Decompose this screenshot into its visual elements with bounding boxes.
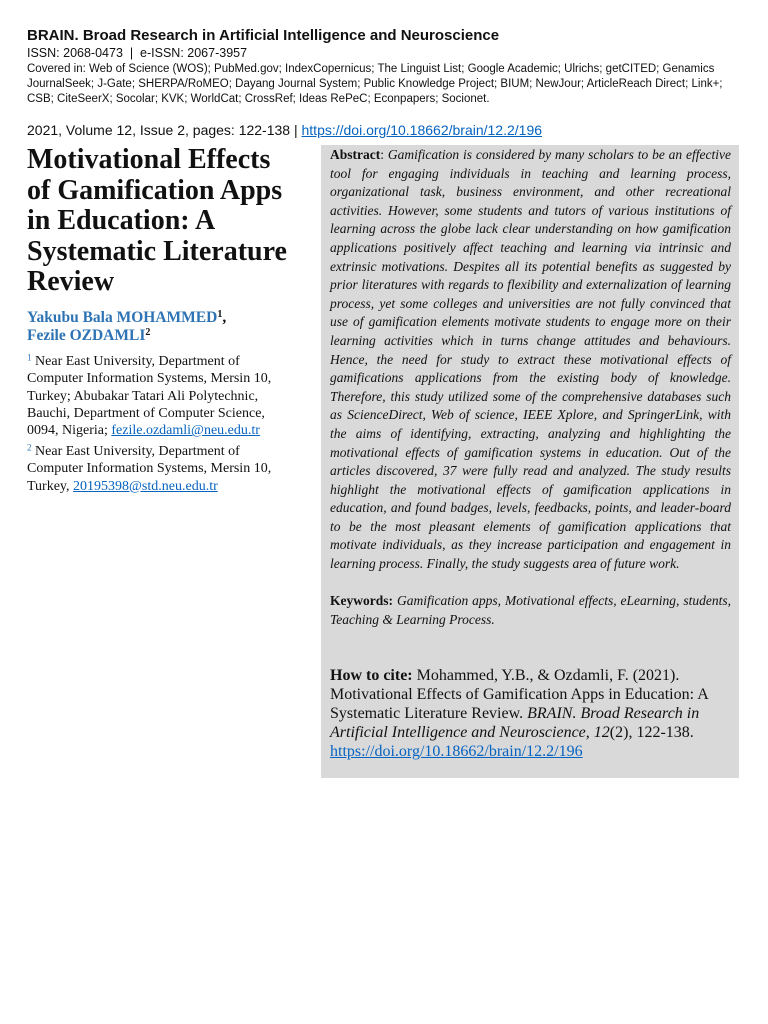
abstract-label: Abstract: [330, 147, 381, 162]
abstract: [330, 146, 731, 574]
email-link[interactable]: fezile.ozdamli@neu.edu.tr: [111, 423, 260, 439]
affiliation-ref: 2: [27, 442, 32, 453]
keywords: [330, 592, 731, 629]
affiliation-ref: 1: [27, 352, 32, 363]
author-list: [27, 309, 302, 345]
citation-reference: Mohammed, Y.B., & Ozdamli, F. (2021). Motivational Effects of Gamification Apps in Education: A Systematic Literature Review.: [330, 667, 708, 723]
journal-issn: ISSN: 2068-0473 | e-ISSN: 2067-3957: [27, 46, 248, 60]
doi-link[interactable]: https://doi.org/10.18662/brain/12.2/196: [301, 122, 543, 138]
affiliation-list: [27, 353, 295, 498]
abstract-separator: :: [380, 147, 385, 162]
author-entry: [27, 309, 302, 327]
citation-doi-link[interactable]: https://doi.org/10.18662/brain/12.2/196: [330, 743, 583, 761]
affiliation: [27, 353, 295, 439]
how-to-cite: [330, 666, 731, 761]
author-name: Yakubu Bala MOHAMMED: [27, 309, 218, 326]
affiliation-text: Near East University, Department of Computer Information Systems, Mersin 10, Turkey; Abubakar Tatari Ali Polytechnic, Bauchi, Department of Computer Science, 0094, Nigeria;: [27, 354, 272, 439]
email-link[interactable]: 20195398@std.neu.edu.tr: [73, 478, 218, 494]
volume-line: [27, 121, 542, 139]
journal-coverage: Covered in: Web of Science (WOS); PubMed.gov; IndexCopernicus; The Linguist List; Google Academic; Ulrichs; getCITED; Genamics JournalSeek; J-Gate; SHERPA/RoMEO; Dayang Journal System; Public Knowledge Project; BIUM; NewJour; ArticleReach Direct; Link+; CSB; CiteSeerX; Socolar; KVK; WorldCat; CrossRef; Ideas RePeC; Econpapers; Socionet.: [27, 63, 723, 105]
abstract-box: [321, 145, 739, 778]
citation-journal: BRAIN. Broad Research in Artificial Intelligence and Neuroscience, 12: [330, 705, 700, 742]
citation-issue-pages: (2), 122-138.: [609, 724, 694, 742]
affiliation: [27, 443, 295, 495]
author-name: Fezile OZDAMLI: [27, 327, 146, 344]
keywords-label: Keywords:: [330, 593, 393, 609]
volume-issue-pages: 2021, Volume 12, Issue 2, pages: 122-138 |: [27, 122, 298, 138]
keywords-text: Gamification apps, Motivational effects, eLearning, students, Teaching & Learning Process.: [330, 593, 732, 627]
author-affiliation-ref: 1: [217, 308, 223, 320]
author-entry: [27, 327, 302, 345]
how-to-cite-label: How to cite:: [330, 667, 413, 685]
abstract-text: Gamification is considered by many scholars to be an effective tool for engaging individuals in teaching and learning process, organizational task, business environment, and other recreational activities. However, some students and tutors of various institutions of learning across the globe lack clear understanding on how gamification applications positively affect teaching and learning via intrinsic and extrinsic motivations. Despites all its potential benefits as suggested by prior literatures with regards to flexibility and externalization of learning process, yet some colleges and universities are not fully convinced that use of gamification elements motivate students to engage more on their learning activities which in turns change attitudes and behaviours. Hence, the need for study to extract these motivational effects of gamifications applications from the existing body of knowledge. Therefore, this study utilized some of the comprehensive databases such as ScienceDirect, Web of science, IEEE Xplore, and SpringerLink, with the aims of identifying, extracting, analyzing and highlighting the motivational effects of gamification systems in education. Out of the articles discovered, 37 were fully read and analyzed. The study results highlight the motivational effects of gamification applications in education, and found badges, levels, feedbacks, points, and leader-board to be the most pleasant elements of gamification applications that motivate individuals, as they increase participation and engagement in learning process. Finally, the study suggests area of future work.: [330, 147, 731, 572]
article-title: Motivational Effects of Gamification Apps in Education: A Systematic Literature Review: [27, 144, 287, 297]
affiliation-text: Near East University, Department of Computer Information Systems, Mersin 10, Turkey,: [27, 443, 272, 494]
author-separator: ,: [222, 309, 227, 326]
journal-name: BRAIN. Broad Research in Artificial Intelligence and Neuroscience: [27, 27, 500, 44]
author-affiliation-ref: 2: [145, 326, 151, 338]
